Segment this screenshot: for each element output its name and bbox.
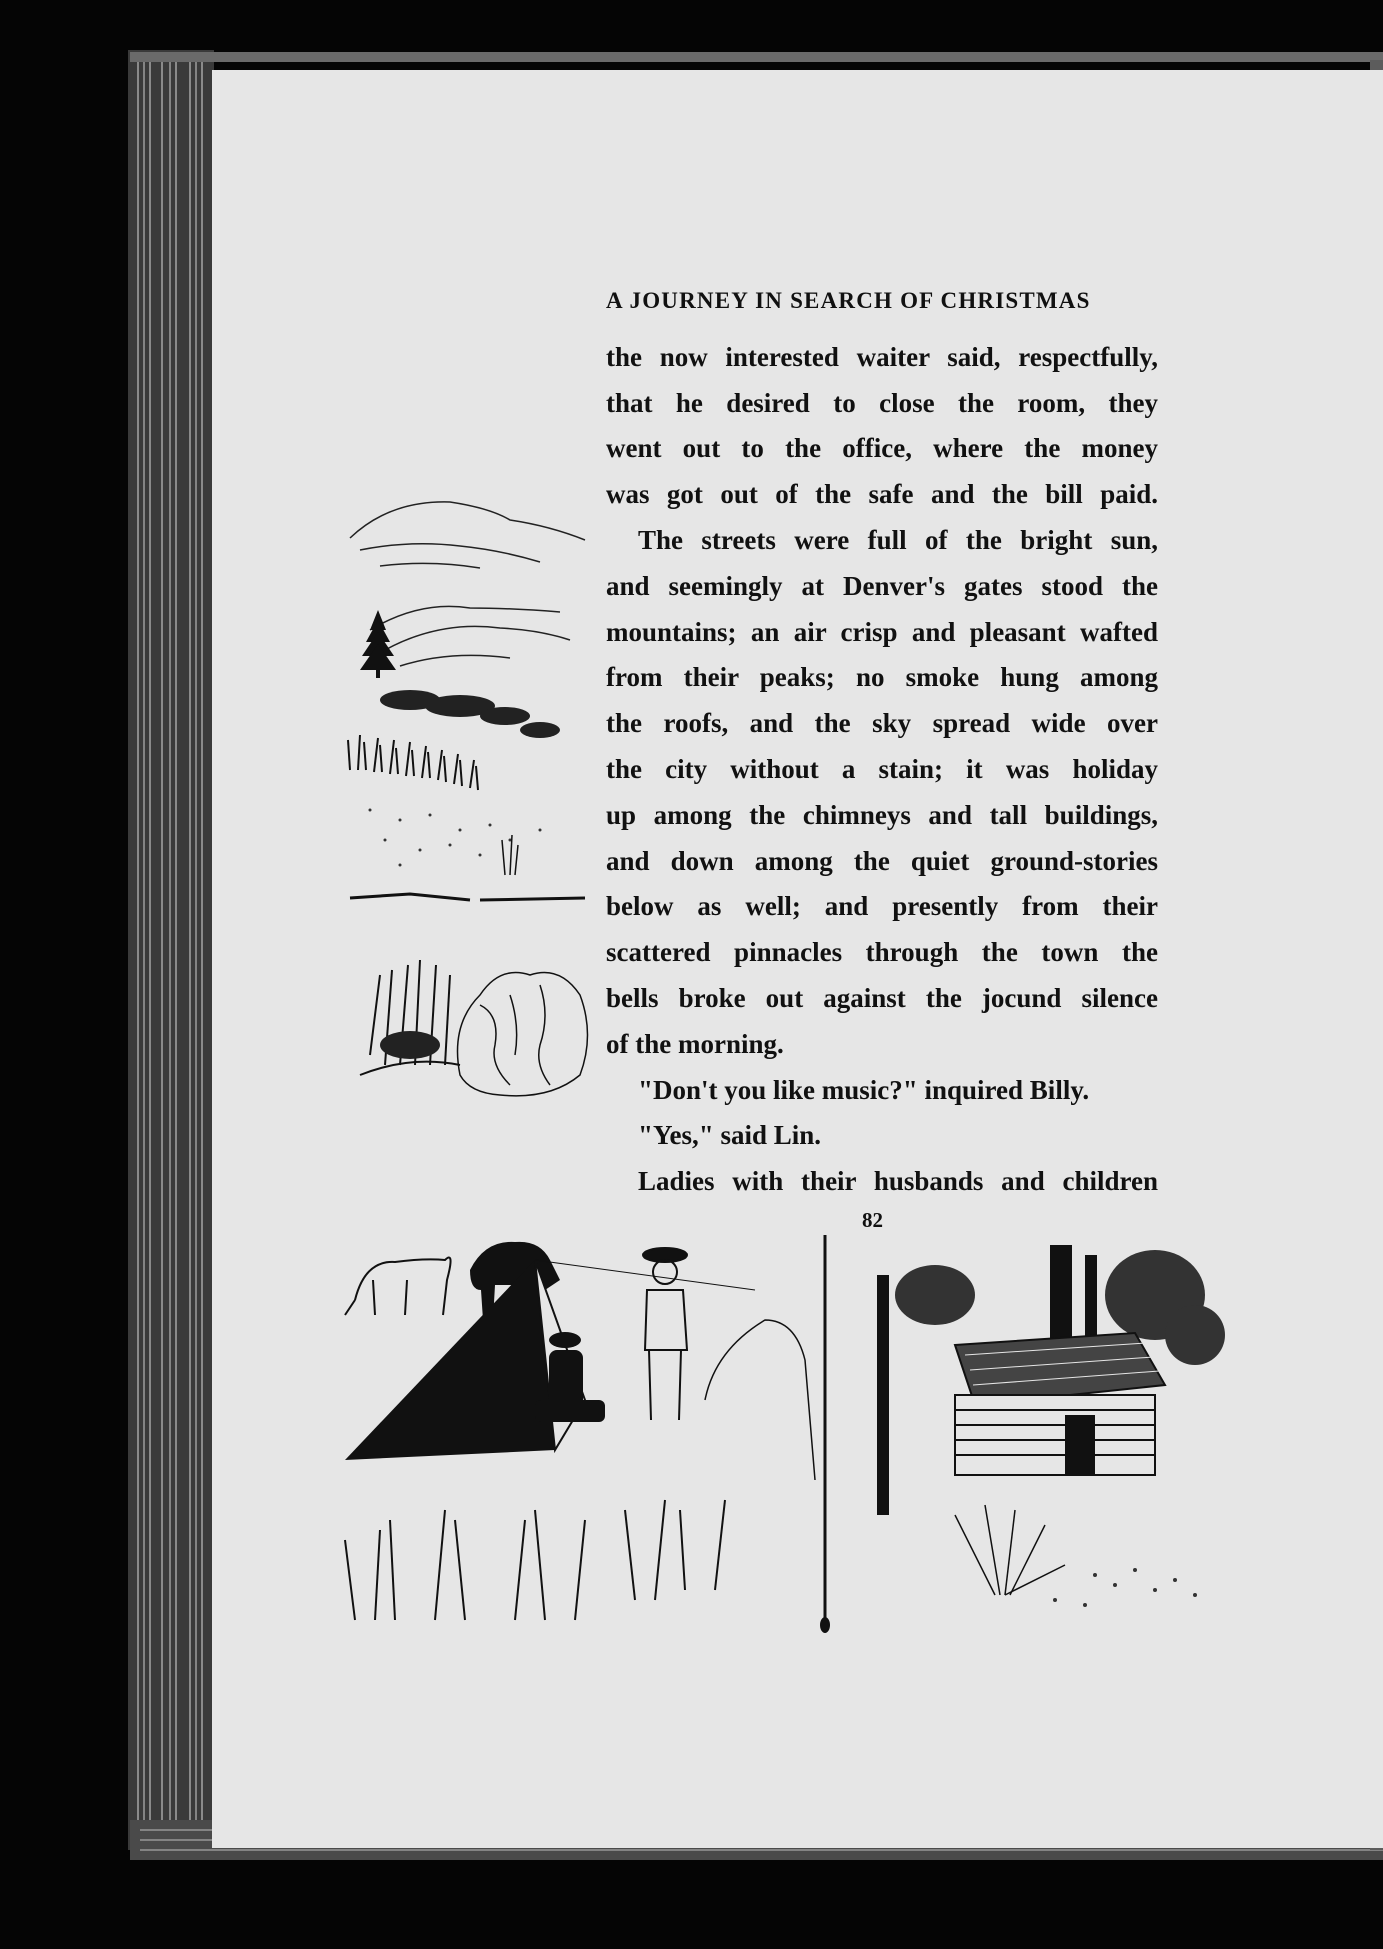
text-line: the city without a stain; it was holiday (606, 754, 1158, 784)
text-line: scattered pinnacles through the town the (606, 937, 1158, 967)
log-cabin-illustration (855, 1245, 1255, 1645)
text-line: went out to the office, where the money (606, 433, 1158, 463)
text-line: up among the chimneys and tall buildings, (606, 800, 1158, 830)
text-line: mountains; an air crisp and pleasant wafted (606, 617, 1158, 647)
text-line: Ladies with their husbands and children (638, 1166, 1158, 1196)
text-line: that he desired to close the room, they (606, 388, 1158, 418)
running-head: A JOURNEY IN SEARCH OF CHRISTMAS (606, 288, 1091, 313)
text-line: the roofs, and the sky spread wide over (606, 708, 1158, 738)
text-line: and seemingly at Denver's gates stood the (606, 571, 1158, 601)
rock-outcrop-illustration (350, 935, 600, 1105)
text-line: below as well; and presently from their (606, 891, 1158, 921)
text-line: and down among the quiet ground-stories (606, 846, 1158, 876)
text-line: the now interested waiter said, respectfully, (606, 342, 1158, 372)
mountain-landscape-illustration (340, 490, 590, 915)
text-line: The streets were full of the bright sun, (638, 525, 1158, 555)
text-line: bells broke out against the jocund silence (606, 983, 1158, 1013)
illustration-divider (815, 1235, 835, 1635)
camp-scene-illustration (335, 1220, 825, 1640)
text-line: "Yes," said Lin. (638, 1120, 822, 1150)
page-number: 82 (862, 1208, 883, 1232)
text-line: "Don't you like music?" inquired Billy. (638, 1075, 1090, 1105)
text-line: from their peaks; no smoke hung among (606, 662, 1158, 692)
text-line: of the morning. (606, 1029, 784, 1059)
text-line: was got out of the safe and the bill paid. (606, 479, 1158, 509)
